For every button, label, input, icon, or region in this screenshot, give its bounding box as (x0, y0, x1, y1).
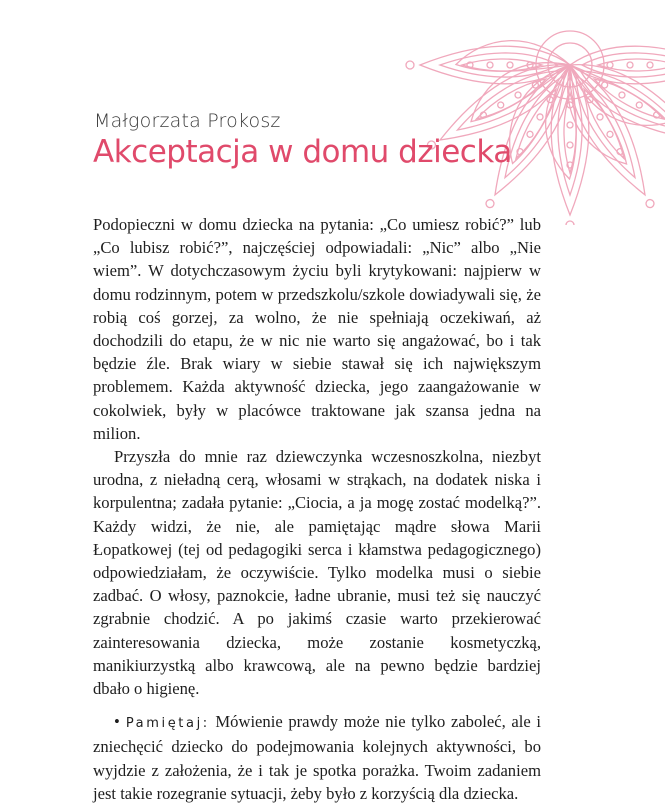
note-text: Mówienie prawdy może nie tylko zaboleć, ale i zniechęcić dziecko do podejmowania kolejnych aktywności, bo wyjdzie z założenia, że i tak je spotka porażka. Twoim zadaniem jest takie rozegranie sytuacji, żeby było z korzyścią dla dziecka. (93, 712, 541, 803)
article-title: Akceptacja w domu dziecka (93, 134, 512, 170)
bullet-icon: • (114, 712, 120, 732)
note-label: Pamiętaj: (125, 716, 210, 732)
paragraph: Przyszła do mnie raz dziewczynka wczesnoszkolna, niezbyt urodna, z nieładną cerą, włosami w strąkach, na dodatek niska i korpulentna; zadała pytanie: „Ciocia, a ja mogę zostać modelką?”. Każdy widzi, że nie, ale pamiętając mądre słowa Marii Łopatkowej (tej od pedagogiki serca i kłamstwa pedagogicznego) odpowiedziałam, że oczywiście. Tylko modelka musi o siebie zadbać. O włosy, paznokcie, ładne ubranie, musi też się nauczyć zgrabnie chodzić. A po jakimś czasie warto przekierować zainteresowania dziecka, może zostanie kosmetyczką, manikiurzystką albo krawcową, ale na pewno będzie bardziej dbało o higienę. (93, 447, 541, 699)
author-name: Małgorzata Prokosz (94, 110, 281, 132)
article-body (93, 213, 541, 805)
paragraph: Podopieczni w domu dziecka na pytania: „Co umiesz robić?” lub „Co lubisz robić?”, najczęściej odpowiadali: „Nic” albo „Nie wiem”. W dotychczasowym życiu byli krytykowani: najpierw w domu rodzinnym, potem w przedszkolu/szkole dowiadywali się, że robią coś gorzej, za wolno, że nie spełniają oczekiwań, aż dochodzili do etapu, że w nic nie warto się angażować, bo i tak będzie źle. Brak wiary w siebie stawał się ich największym problemem. Każda aktywność dziecka, jego zaangażowanie w cokolwiek, były w placówce traktowane jak szansa jedna na milion. (93, 215, 541, 443)
mandala-ornament-icon (400, 0, 665, 225)
remember-note (93, 710, 541, 805)
